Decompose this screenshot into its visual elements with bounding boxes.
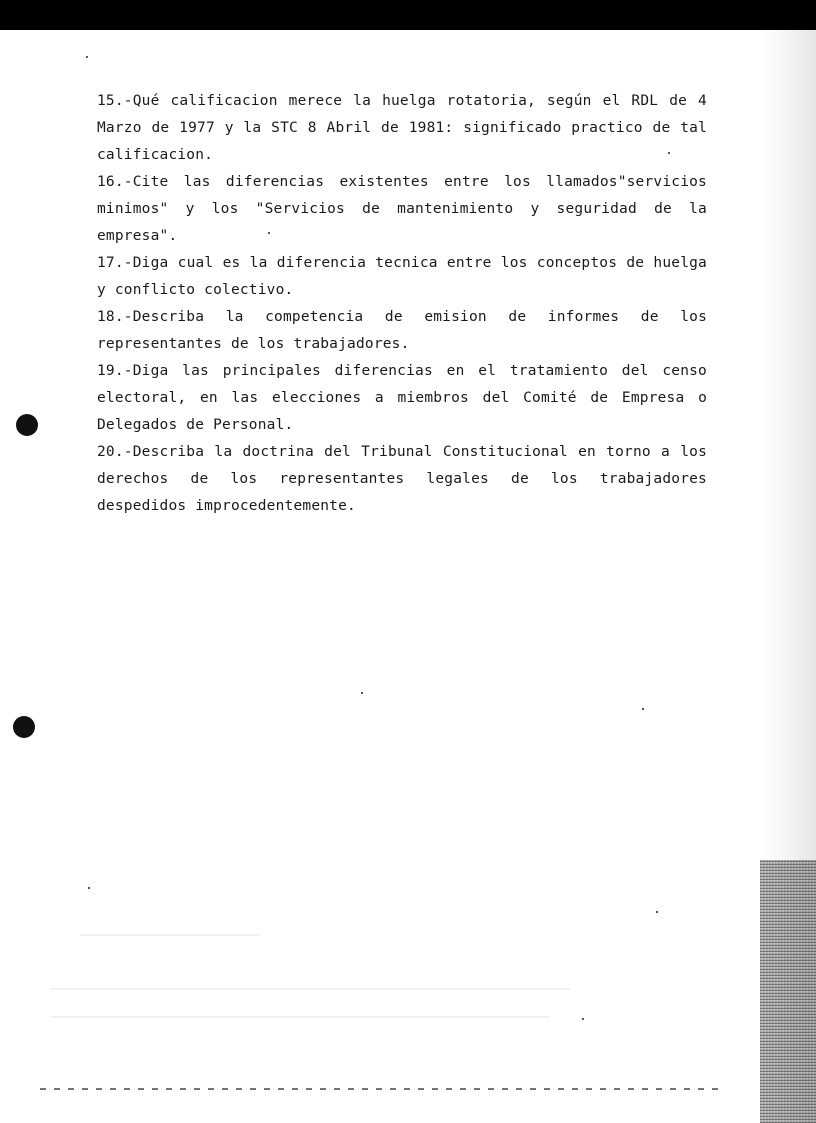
question-19: 19.-Diga las principales diferencias en el tratamiento del censo electoral, en las elecciones a miembros del Comité de Empresa o Delegados de Personal. [97, 363, 707, 433]
speck [268, 232, 270, 234]
show-through-text [50, 930, 610, 1030]
punch-hole-upper [16, 414, 38, 436]
question-15: 15.-Qué calificacion merece la huelga rotatoria, según el RDL de 4 Marzo de 1977 y la STC 8 Abril de 1981: significado practico de tal calificacion. [97, 93, 707, 163]
speck [361, 692, 363, 694]
speck [582, 1018, 584, 1020]
scan-top-border [0, 0, 816, 30]
question-17: 17.-Diga cual es la diferencia tecnica entre los conceptos de huelga y conflicto colectivo. [97, 255, 707, 298]
speck [656, 911, 658, 913]
question-16: 16.-Cite las diferencias existentes entre los llamados"servicios minimos" y los "Servicios de mantenimiento y seguridad de la empresa". [97, 174, 707, 244]
speck [86, 56, 88, 58]
speck [642, 708, 644, 710]
punch-hole-lower [13, 716, 35, 738]
question-20: 20.-Describa la doctrina del Tribunal Constitucional en torno a los derechos de los representantes legales de los trabajadores despedidos improcedentemente. [97, 444, 707, 514]
question-18: 18.-Describa la competencia de emision de informes de los representantes de los trabajadores. [97, 309, 707, 352]
scan-bottom-dashes [40, 1088, 720, 1090]
speck [668, 152, 670, 154]
speck [88, 887, 90, 889]
question-list [97, 88, 707, 520]
scan-edge-noise [760, 860, 816, 1123]
